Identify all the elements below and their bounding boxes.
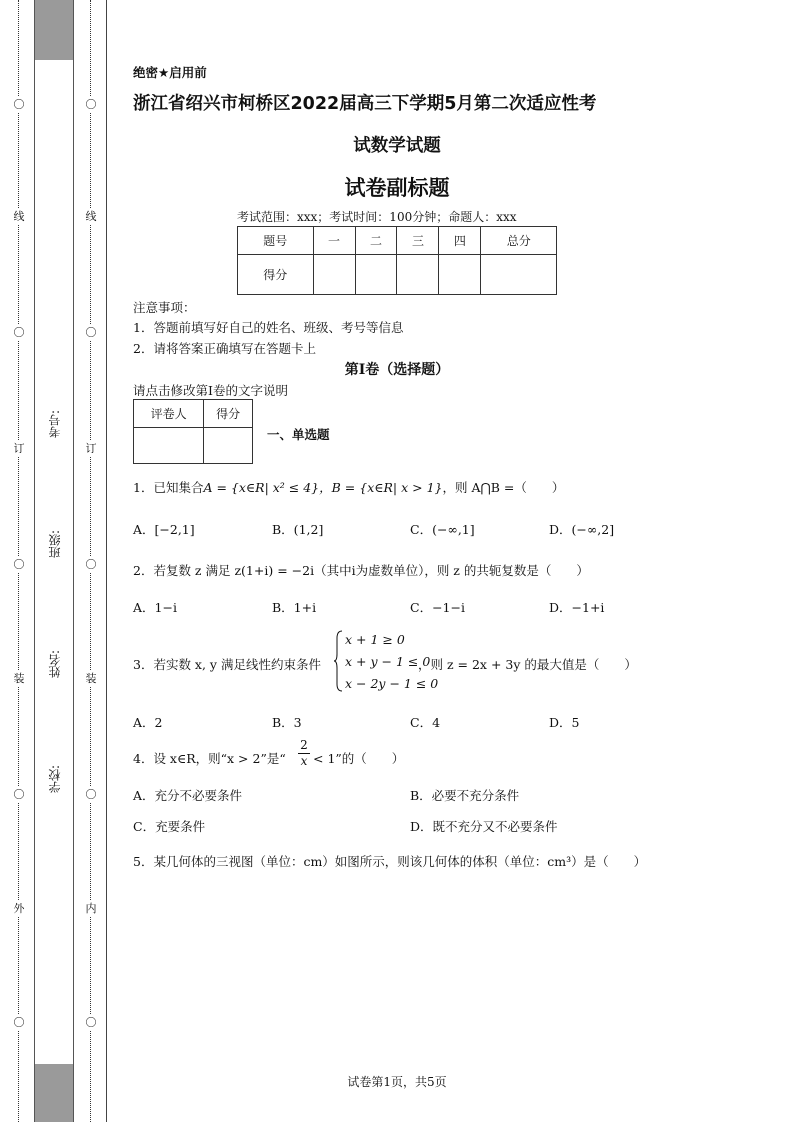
score-header-cell: 四 [439,227,481,255]
question-2: 2．若复数 z 满足 z(1+i) = −2i（其中i为虚数单位），则 z 的共轭复数是（ ） [133,563,589,578]
q4-option-d[interactable]: D．既不充分又不必要条件 [410,819,558,834]
q4-option-a[interactable]: A．充分不必要条件 [133,788,243,803]
score-table [237,226,557,295]
inner-mark-4: 订 [85,442,97,455]
q4-prefix: 4．设 x∈R，则“x > 2”是“ [133,751,286,766]
score-header-cell: 三 [397,227,439,255]
q4-option-c[interactable]: C．充要条件 [133,819,206,834]
outer-mark-9: 〇 [13,1016,25,1029]
q3-constraint-2: x + y − 1 ≤ 0 [345,654,431,669]
inner-mark-5: 〇 [85,558,97,571]
q3-option-a[interactable]: A．2 [133,715,163,730]
grader-cell[interactable] [204,428,253,464]
exam-title-line2: 试数学试题 [353,136,441,156]
outer-mark-5: 〇 [13,558,25,571]
question-1 [133,478,564,496]
field-class[interactable]: 班级: [48,530,62,559]
exam-title-line1: 浙江省绍兴市柯桥区2022届高三下学期5月第二次适应性考 [133,94,597,114]
score-cell[interactable] [397,255,439,295]
field-exam-number[interactable]: 考号: [48,410,62,439]
score-header-cell: 总分 [481,227,557,255]
q2-option-c[interactable]: C．−1−i [410,600,465,615]
grader-header-cell: 得分 [204,400,253,428]
question-5: 5．某几何体的三视图（单位：cm）如图所示，则该几何体的体积（单位：cm³）是（ ） [133,854,647,869]
grader-header-cell: 评卷人 [134,400,204,428]
q4-frac-numerator: 2 [298,738,310,754]
outer-mark-4: 订 [13,442,25,455]
outer-mark-1: 〇 [13,98,25,111]
section-description: 请点击修改第I卷的文字说明 [133,383,288,398]
q1-set-b: ，B = {x∈R| x > 1} [319,480,443,495]
outer-mark-2: 线 [13,210,25,223]
q3-option-d[interactable]: D．5 [549,715,580,730]
q1-option-c[interactable]: C．(−∞,1] [410,522,475,537]
outer-mark-7: 〇 [13,788,25,801]
score-cell[interactable] [481,255,557,295]
q3-prefix: 3．若实数 x, y 满足线性约束条件 [133,657,321,672]
q2-option-a[interactable]: A．1−i [133,600,177,615]
inner-mark-9: 〇 [85,1016,97,1029]
score-header-cell: 二 [355,227,397,255]
outer-mark-3: 〇 [13,326,25,339]
section-title: 第I卷（选择题） [344,362,450,378]
notes-heading: 注意事项： [133,300,196,315]
part-heading: 一、单选题 [267,427,330,442]
q1-option-b[interactable]: B．(1,2] [272,522,324,537]
score-header-cell: 题号 [238,227,314,255]
inner-mark-8: 内 [85,902,97,915]
notes-item: 2．请将答案正确填写在答题卡上 [133,341,316,356]
q4-frac-denominator: x [300,754,308,768]
exam-info: 考试范围：xxx；考试时间：100分钟；命题人：xxx [237,210,517,224]
score-cell[interactable] [313,255,355,295]
score-cell[interactable] [439,255,481,295]
field-name[interactable]: 姓名: [48,650,62,679]
secret-mark: 绝密★启用前 [133,65,207,80]
notes-item: 1．答题前填写好自己的姓名、班级、考号等信息 [133,320,404,335]
q1-option-d[interactable]: D．(−∞,2] [549,522,615,537]
score-header-cell: 一 [313,227,355,255]
q4-option-b[interactable]: B．必要不充分条件 [410,788,520,803]
q3-suffix: ，则 z = 2x + 3y 的最大值是（ ） [418,657,637,672]
q2-option-b[interactable]: B．1+i [272,600,317,615]
grader-table [133,399,253,464]
inner-mark-7: 〇 [85,788,97,801]
exam-subtitle: 试卷副标题 [344,176,450,200]
grader-cell[interactable] [134,428,204,464]
gutter-top-block [34,0,74,60]
q3-option-b[interactable]: B．3 [272,715,302,730]
page-footer: 试卷第1页，共5页 [347,1075,447,1089]
inner-mark-1: 〇 [85,98,97,111]
q1-set-a: A = {x∈R| x² ≤ 4} [203,480,320,495]
q1-suffix: ，则 A⋂B =（ ） [442,480,565,495]
q4-fraction [298,738,310,769]
q4-suffix: < 1”的（ ） [313,751,405,766]
q3-brace-icon [333,630,343,692]
binding-gutter [34,0,74,1122]
outer-mark-8: 外 [13,902,25,915]
score-cell[interactable] [355,255,397,295]
q2-option-d[interactable]: D．−1+i [549,600,605,615]
q3-constraint-3: x − 2y − 1 ≤ 0 [345,676,439,691]
page-rule [106,0,107,1122]
q3-constraint-1: x + 1 ≥ 0 [345,632,405,647]
q3-option-c[interactable]: C．4 [410,715,441,730]
q1-prefix: 1．已知集合 [133,480,204,495]
inner-mark-6: 装 [85,672,97,685]
outer-mark-6: 装 [13,672,25,685]
score-row-label: 得分 [238,255,314,295]
inner-mark-3: 〇 [85,326,97,339]
field-school[interactable]: 学校: [48,765,62,794]
q1-option-a[interactable]: A．[−2,1] [133,522,195,537]
inner-mark-2: 线 [85,210,97,223]
